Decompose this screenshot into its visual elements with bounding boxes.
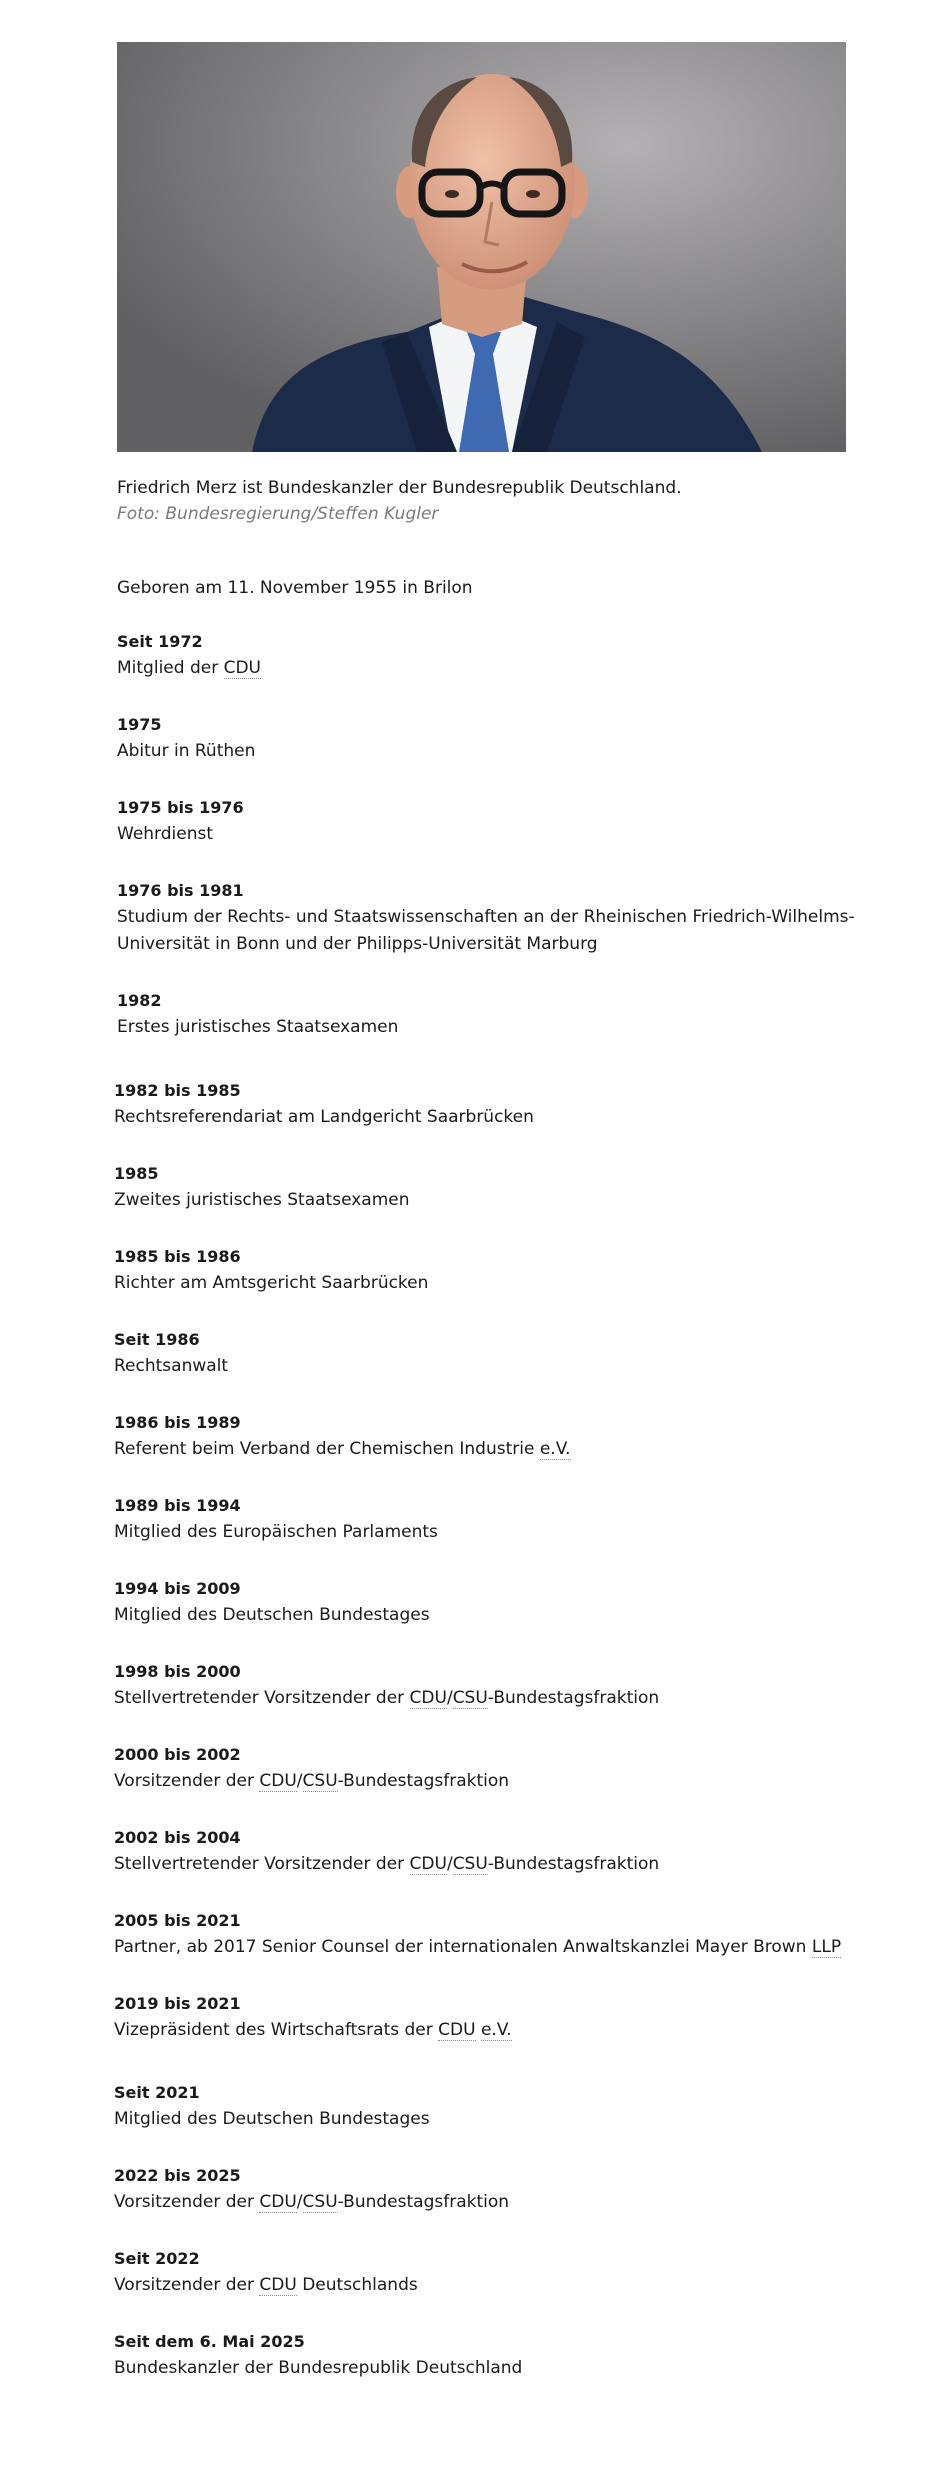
abbreviation[interactable]: CSU bbox=[452, 1854, 488, 1874]
entry-year: 2019 bis 2021 bbox=[114, 1994, 241, 2013]
timeline-entry bbox=[117, 877, 857, 958]
entry-year: 1989 bis 1994 bbox=[114, 1496, 241, 1515]
entry-year: 2000 bis 2002 bbox=[114, 1745, 241, 1764]
entry-year: 2022 bis 2025 bbox=[114, 2166, 241, 2185]
entry-year: 1975 bbox=[117, 715, 162, 734]
entry-year: Seit 1986 bbox=[114, 1330, 200, 1349]
abbreviation[interactable]: e.V. bbox=[480, 2020, 512, 2040]
entry-year: Seit 1972 bbox=[117, 632, 203, 651]
caption-text: Friedrich Merz ist Bundeskanzler der Bundesrepublik Deutschland. bbox=[117, 478, 682, 498]
abbreviation[interactable]: CDU bbox=[409, 1854, 447, 1874]
abbreviation[interactable]: CSU bbox=[302, 1771, 338, 1791]
birth-info: Geboren am 11. November 1955 in Brilon bbox=[117, 578, 473, 598]
entry-description: Vizepräsident des Wirtschaftsrats der CDU e.V. bbox=[114, 2020, 512, 2040]
timeline-entry bbox=[114, 1077, 854, 1131]
timeline-entry bbox=[117, 987, 857, 1041]
timeline-entry bbox=[117, 711, 857, 765]
entry-description: Mitglied des Europäischen Parlaments bbox=[114, 1522, 438, 1542]
entry-description: Referent beim Verband der Chemischen Industrie e.V. bbox=[114, 1439, 571, 1459]
abbreviation[interactable]: e.V. bbox=[539, 1439, 571, 1459]
timeline-entry bbox=[114, 1326, 854, 1380]
abbreviation[interactable]: CSU bbox=[452, 1688, 488, 1708]
abbreviation[interactable]: CDU bbox=[259, 2192, 297, 2212]
entry-description: Abitur in Rüthen bbox=[117, 741, 256, 761]
entry-year: 1982 bbox=[117, 991, 162, 1010]
photo-caption bbox=[117, 475, 847, 527]
timeline-entry bbox=[114, 1741, 854, 1795]
photo-credit: Foto: Bundesregierung/Steffen Kugler bbox=[117, 504, 439, 524]
abbreviation[interactable]: CDU bbox=[259, 1771, 297, 1791]
entry-year: Seit 2022 bbox=[114, 2249, 200, 2268]
portrait-illustration bbox=[117, 42, 846, 452]
timeline-entry bbox=[117, 794, 857, 848]
entry-description: Partner, ab 2017 Senior Counsel der internationalen Anwaltskanzlei Mayer Brown LLP bbox=[114, 1937, 842, 1957]
entry-description: Richter am Amtsgericht Saarbrücken bbox=[114, 1273, 429, 1293]
timeline-entry bbox=[114, 1409, 854, 1463]
timeline-entry bbox=[117, 628, 857, 682]
entry-year: Seit 2021 bbox=[114, 2083, 200, 2102]
entry-year: 1985 bis 1986 bbox=[114, 1247, 241, 1266]
timeline-entry bbox=[114, 2079, 854, 2133]
entry-year: 1994 bis 2009 bbox=[114, 1579, 241, 1598]
entry-year: 2002 bis 2004 bbox=[114, 1828, 241, 1847]
entry-year: 1982 bis 1985 bbox=[114, 1081, 241, 1100]
timeline-entry bbox=[114, 1990, 854, 2044]
entry-description: Vorsitzender der CDU/CSU-Bundestagsfraktion bbox=[114, 2192, 510, 2212]
timeline-entry bbox=[114, 2245, 854, 2299]
entry-description: Erstes juristisches Staatsexamen bbox=[117, 1017, 399, 1037]
entry-year: Seit dem 6. Mai 2025 bbox=[114, 2332, 305, 2351]
entry-description: Vorsitzender der CDU/CSU-Bundestagsfraktion bbox=[114, 1771, 510, 1791]
entry-description: Studium der Rechts- und Staatswissenschaften an der Rheinischen Friedrich-Wilhelms-Universität in Bonn und der Philipps-Universität Marburg bbox=[117, 907, 855, 954]
entry-description: Stellvertretender Vorsitzender der CDU/CSU-Bundestagsfraktion bbox=[114, 1854, 660, 1874]
timeline-entry bbox=[114, 1243, 854, 1297]
abbreviation[interactable]: CDU bbox=[438, 2020, 476, 2040]
entry-year: 1976 bis 1981 bbox=[117, 881, 244, 900]
portrait-photo bbox=[117, 42, 846, 452]
abbreviation[interactable]: LLP bbox=[811, 1937, 842, 1957]
entry-year: 1985 bbox=[114, 1164, 159, 1183]
entry-description: Vorsitzender der CDU Deutschlands bbox=[114, 2275, 418, 2295]
entry-description: Wehrdienst bbox=[117, 824, 214, 844]
entry-description: Rechtsreferendariat am Landgericht Saarbrücken bbox=[114, 1107, 534, 1127]
entry-description: Mitglied des Deutschen Bundestages bbox=[114, 1605, 430, 1625]
timeline-entry bbox=[114, 1575, 854, 1629]
abbreviation[interactable]: CDU bbox=[259, 2275, 297, 2295]
timeline-entry bbox=[114, 1658, 854, 1712]
entry-description: Bundeskanzler der Bundesrepublik Deutschland bbox=[114, 2358, 523, 2378]
entry-description: Mitglied der CDU bbox=[117, 658, 261, 678]
entry-year: 1975 bis 1976 bbox=[117, 798, 244, 817]
abbreviation[interactable]: CDU bbox=[223, 658, 261, 678]
timeline-entry bbox=[114, 1492, 854, 1546]
entry-year: 2005 bis 2021 bbox=[114, 1911, 241, 1930]
timeline-entry bbox=[114, 1824, 854, 1878]
timeline-entry bbox=[114, 1160, 854, 1214]
timeline-entry bbox=[114, 2328, 854, 2382]
abbreviation[interactable]: CSU bbox=[302, 2192, 338, 2212]
entry-description: Rechtsanwalt bbox=[114, 1356, 229, 1376]
timeline-entry bbox=[114, 2162, 854, 2216]
entry-description: Stellvertretender Vorsitzender der CDU/CSU-Bundestagsfraktion bbox=[114, 1688, 660, 1708]
entry-year: 1998 bis 2000 bbox=[114, 1662, 241, 1681]
entry-description: Zweites juristisches Staatsexamen bbox=[114, 1190, 410, 1210]
abbreviation[interactable]: CDU bbox=[409, 1688, 447, 1708]
entry-description: Mitglied des Deutschen Bundestages bbox=[114, 2109, 430, 2129]
timeline-entry bbox=[114, 1907, 854, 1961]
entry-year: 1986 bis 1989 bbox=[114, 1413, 241, 1432]
